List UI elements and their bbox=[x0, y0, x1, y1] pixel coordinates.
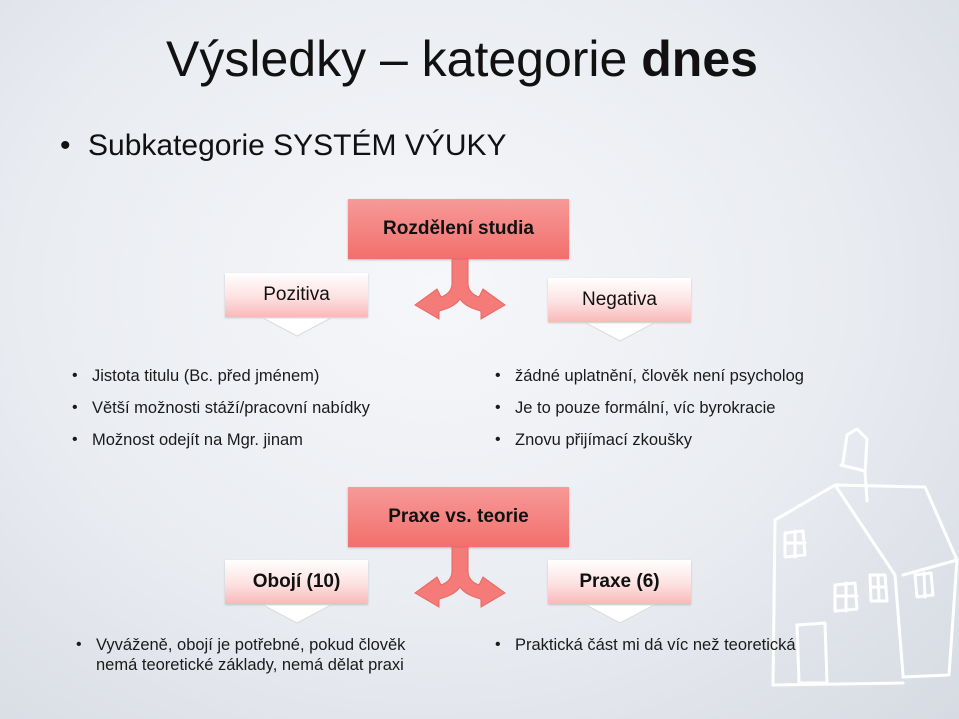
list-item: • Je to pouze formální, víc byrokracie bbox=[491, 398, 891, 418]
negativa-label: Negativa bbox=[582, 289, 657, 310]
list-item: • žádné uplatnění, člověk není psycholog bbox=[491, 366, 891, 386]
split-arrow-icon bbox=[413, 259, 507, 323]
list-item: • Praktická část mi dá víc než teoretická bbox=[491, 635, 891, 655]
slide-subtitle bbox=[60, 129, 507, 163]
slide-title bbox=[166, 30, 758, 88]
title-regular: Výsledky – kategorie bbox=[166, 31, 628, 87]
section1-header bbox=[348, 199, 569, 259]
subtitle-text: Subkategorie SYSTÉM VÝUKY bbox=[88, 129, 507, 162]
list-item: • Větší možnosti stáží/pracovní nabídky bbox=[68, 398, 448, 418]
down-arrow-icon bbox=[586, 323, 654, 341]
down-arrow-icon bbox=[586, 605, 654, 623]
pozitiva-label: Pozitiva bbox=[263, 284, 330, 305]
list-item-line: nemá teoretické základy, nemá dělat praxi bbox=[96, 656, 404, 674]
praxe-box bbox=[548, 560, 691, 604]
title-bold: dnes bbox=[641, 31, 758, 87]
praxe-label: Praxe (6) bbox=[579, 571, 660, 592]
down-arrow-icon bbox=[263, 318, 331, 336]
oboji-box bbox=[225, 560, 368, 604]
oboji-list bbox=[72, 635, 492, 675]
section1-header-label: Rozdělení studia bbox=[383, 218, 534, 239]
negativa-list bbox=[491, 366, 891, 462]
list-item bbox=[72, 635, 492, 675]
list-item-line: Vyváženě, obojí je potřebné, pokud člověk bbox=[96, 636, 406, 654]
list-item: • Znovu přijímací zkoušky bbox=[491, 430, 891, 450]
praxe-list bbox=[491, 635, 891, 655]
split-arrow-icon bbox=[413, 547, 507, 611]
list-item: • Možnost odejít na Mgr. jinam bbox=[68, 430, 448, 450]
section2-header bbox=[348, 487, 569, 547]
down-arrow-icon bbox=[263, 605, 331, 623]
negativa-box bbox=[548, 278, 691, 322]
list-item: • Jistota titulu (Bc. před jménem) bbox=[68, 366, 448, 386]
house-sketch-icon bbox=[735, 425, 959, 719]
section2-header-label: Praxe vs. teorie bbox=[388, 506, 529, 527]
pozitiva-list bbox=[68, 366, 448, 462]
oboji-label: Obojí (10) bbox=[252, 571, 341, 592]
bullet-icon: • bbox=[60, 129, 71, 162]
pozitiva-box bbox=[225, 273, 368, 317]
